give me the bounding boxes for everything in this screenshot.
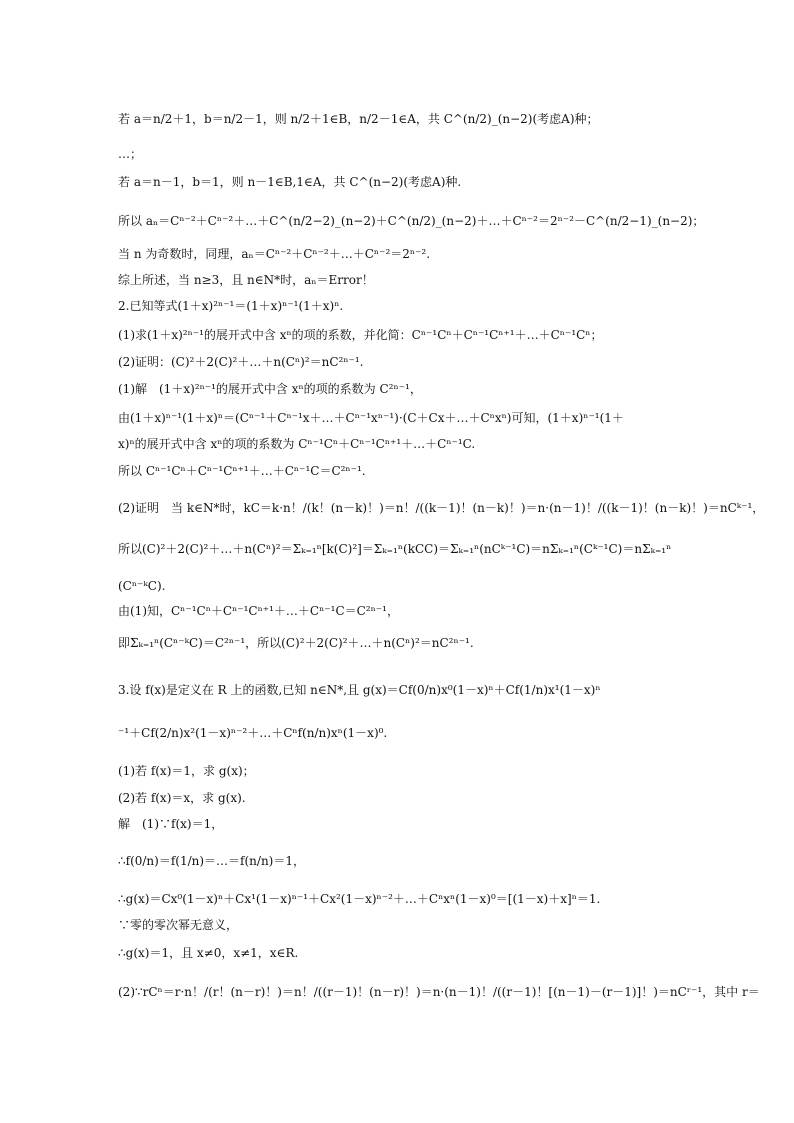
- text-line: x)ⁿ的展开式中含 xⁿ的项的系数为 Cⁿ⁻¹Cⁿ＋Cⁿ⁻¹Cⁿ⁺¹＋…＋Cⁿ⁻¹C.: [118, 437, 476, 451]
- text-line: 由(1＋x)ⁿ⁻¹(1＋x)ⁿ＝(Cⁿ⁻¹＋Cⁿ⁻¹x＋…＋Cⁿ⁻¹xⁿ⁻¹)·(C＋Cx＋…＋Cⁿxⁿ)可知，(1＋x)ⁿ⁻¹(1＋: [118, 411, 624, 425]
- text-line: 解 (1)∵f(x)＝1，: [118, 817, 224, 831]
- text-line: (1)解 (1＋x)²ⁿ⁻¹的展开式中含 xⁿ的项的系数为 C²ⁿ⁻¹，: [118, 382, 422, 396]
- text-line: 由(1)知，Cⁿ⁻¹Cⁿ＋Cⁿ⁻¹Cⁿ⁺¹＋…＋Cⁿ⁻¹C＝C²ⁿ⁻¹，: [118, 604, 399, 618]
- text-line: 若 a＝n－1，b＝1，则 n－1∈B,1∈A，共 C^(n−2)(考虑A)种.: [118, 175, 462, 189]
- text-line: (Cⁿ⁻ᵏC).: [118, 579, 166, 593]
- text-line: 当 n 为奇数时，同理，aₙ＝Cⁿ⁻²＋Cⁿ⁻²＋…＋Cⁿ⁻²＝2ⁿ⁻².: [118, 247, 431, 261]
- text-line: 2.已知等式(1＋x)²ⁿ⁻¹＝(1＋x)ⁿ⁻¹(1＋x)ⁿ.: [118, 299, 344, 313]
- text-line: 所以 aₙ＝Cⁿ⁻²＋Cⁿ⁻²＋…＋C^(n/2−2)_(n−2)＋C^(n/2)_(n−2)＋…＋Cⁿ⁻²＝2ⁿ⁻²－C^(n/2−1)_(n−2)；: [118, 214, 705, 228]
- text-line: ⁻¹＋Cf(2/n)x²(1－x)ⁿ⁻²＋…＋Cⁿf(n/n)xⁿ(1－x)⁰.: [118, 726, 388, 740]
- text-line: 若 a＝n/2＋1，b＝n/2－1，则 n/2＋1∈B，n/2－1∈A，共 C^(n/2)_(n−2)(考虑A)种；: [118, 112, 599, 126]
- text-line: 3.设 f(x)是定义在 R 上的函数,已知 n∈N*,且 g(x)＝Cf(0/n)x⁰(1－x)ⁿ＋Cf(1/n)x¹(1－x)ⁿ: [118, 683, 601, 697]
- text-line: …；: [118, 147, 143, 161]
- text-line: (1)求(1＋x)²ⁿ⁻¹的展开式中含 xⁿ的项的系数，并化简：Cⁿ⁻¹Cⁿ＋Cⁿ⁻¹Cⁿ⁺¹＋…＋Cⁿ⁻¹Cⁿ；: [118, 328, 603, 342]
- text-line: 所以(C)²＋2(C)²＋…＋n(Cⁿ)²＝Σₖ₌₁ⁿ[k(C)²]＝Σₖ₌₁ⁿ(kCC)＝Σₖ₌₁ⁿ(nCᵏ⁻¹C)＝nΣₖ₌₁ⁿ(Cᵏ⁻¹C)＝nΣₖ₌₁ⁿ: [118, 542, 672, 556]
- text-line: ∴g(x)＝Cx⁰(1－x)ⁿ＋Cx¹(1－x)ⁿ⁻¹＋Cx²(1－x)ⁿ⁻²＋…＋Cⁿxⁿ(1－x)⁰＝[(1－x)＋x]ⁿ＝1.: [118, 892, 601, 906]
- text-line: ∴f(0/n)＝f(1/n)＝…＝f(n/n)＝1，: [118, 854, 305, 868]
- text-line: ∴g(x)＝1，且 x≠0，x≠1，x∈R.: [118, 946, 299, 960]
- text-line: (2)∵rCⁿ＝r·n！/(r！(n－r)！)＝n！/((r－1)！(n－r)！)＝n·(n－1)！/((r－1)！[(n－1)－(r－1)]！)＝nCʳ⁻¹，其中 r＝: [118, 985, 760, 999]
- text-line: 综上所述，当 n≥3，且 n∈N*时，aₙ＝Error！: [118, 273, 374, 287]
- text-line: 所以 Cⁿ⁻¹Cⁿ＋Cⁿ⁻¹Cⁿ⁺¹＋…＋Cⁿ⁻¹C＝C²ⁿ⁻¹.: [118, 464, 366, 478]
- text-line: (2)证明：(C)²＋2(C)²＋…＋n(Cⁿ)²＝nC²ⁿ⁻¹.: [118, 355, 364, 369]
- text-line: 即Σₖ₌₁ⁿ(Cⁿ⁻ᵏC)＝C²ⁿ⁻¹，所以(C)²＋2(C)²＋…＋n(Cⁿ)²＝nC²ⁿ⁻¹.: [118, 636, 474, 650]
- text-line: (1)若 f(x)＝1，求 g(x)；: [118, 764, 255, 778]
- text-line: ∵零的零次幂无意义，: [118, 918, 239, 932]
- text-line: (2)若 f(x)＝x，求 g(x).: [118, 791, 246, 805]
- text-line: (2)证明 当 k∈N*时，kC＝k·n！/(k！(n－k)！)＝n！/((k－1)！(n－k)！)＝n·(n－1)！/((k－1)！(n－k)！)＝nCᵏ⁻¹，: [118, 501, 765, 515]
